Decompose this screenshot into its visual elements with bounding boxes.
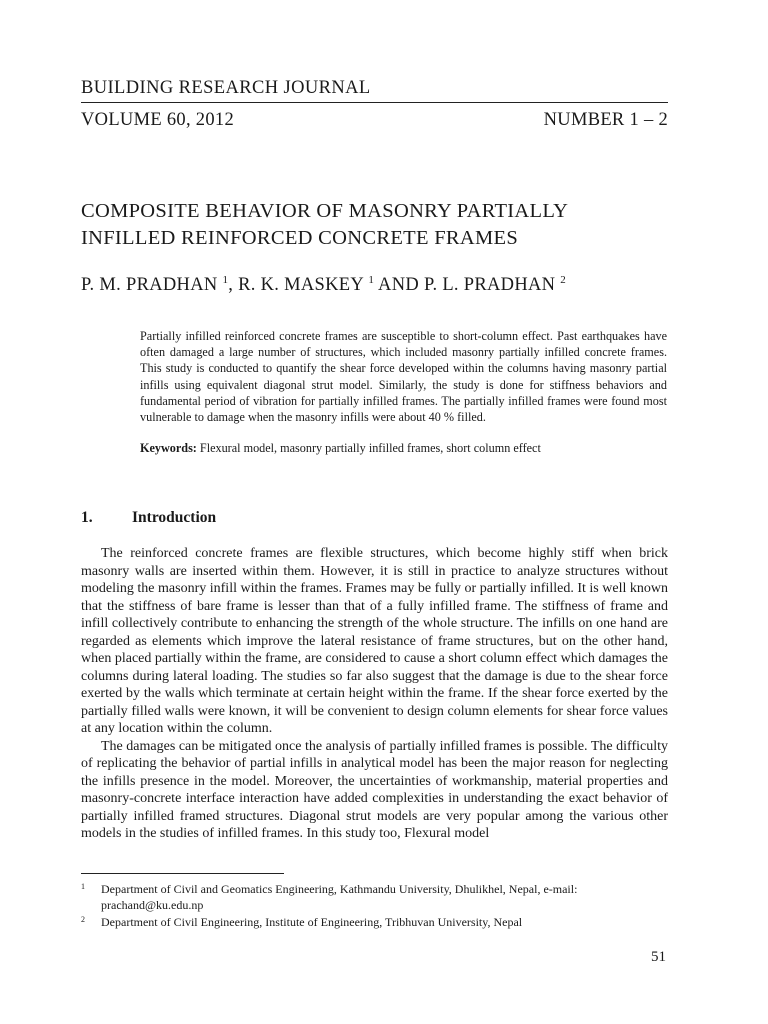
footnote-rule bbox=[81, 873, 284, 874]
keywords-label: Keywords: bbox=[140, 441, 197, 455]
title-line-2: INFILLED REINFORCED CONCRETE FRAMES bbox=[81, 227, 519, 249]
keywords-list: Flexural model, masonry partially infilled frames, short column effect bbox=[196, 441, 541, 455]
author-separator-1: , bbox=[228, 275, 239, 295]
author-2-affiliation: 1 bbox=[368, 274, 375, 286]
paper-title bbox=[81, 198, 681, 252]
author-list bbox=[81, 274, 566, 296]
section-number: 1. bbox=[81, 509, 93, 526]
footnote-2-text: Department of Civil Engineering, Institute of Engineering, Tribhuvan University, Nepal bbox=[101, 915, 523, 929]
page-number: 51 bbox=[651, 949, 666, 965]
footnote-1 bbox=[81, 881, 668, 913]
author-1-affiliation: 1 bbox=[222, 274, 229, 286]
footnote-1-mark: 1 bbox=[81, 882, 85, 891]
keywords bbox=[140, 440, 667, 456]
footnote-2 bbox=[81, 914, 668, 930]
footnote-2-mark: 2 bbox=[81, 915, 85, 924]
author-1: P. M. PRADHAN bbox=[81, 275, 218, 295]
header-rule bbox=[81, 102, 668, 103]
volume-label: VOLUME 60, 2012 bbox=[81, 110, 235, 130]
body-paragraph-2: The damages can be mitigated once the analysis of partially infilled frames is possible. The difficulty of replicating the behavior of partial infills in analytical model has been the major reason for neglecting the infills presence in the model. Moreover, the uncertainties of workmanship, material properties and masonry-concrete interface interaction have added complexities in understanding the exact behavior of partially infilled framed structures. Diagonal strut models are very popular among the various other models in the studies of infilled frames. In this study too, Flexural model bbox=[81, 738, 668, 841]
section-title: Introduction bbox=[132, 509, 217, 526]
issue-number-label: NUMBER 1 – 2 bbox=[543, 110, 668, 130]
journal-name: BUILDING RESEARCH JOURNAL bbox=[81, 78, 371, 98]
author-separator-2: AND bbox=[374, 275, 424, 295]
author-2: R. K. MASKEY bbox=[238, 275, 364, 295]
abstract-text: Partially infilled reinforced concrete frames are susceptible to short-column effect. Past earthquakes have often damaged a large number of structures, which included masonry partially infilled concrete frames. This study is conducted to quantify the shear force developed within the columns having masonry partial infills using equivalent diagonal strut model. Similarly, the study is done for stiffness behaviors and fundamental period of vibration for partially infilled frames. The partially infilled frames were found most vulnerable to damage when the masonry infills were about 40 % filled. bbox=[140, 329, 667, 425]
author-3: P. L. PRADHAN bbox=[423, 275, 556, 295]
body-paragraph-1: The reinforced concrete frames are flexible structures, which become highly stiff when brick masonry walls are inserted within them. However, it is still in practice to analyze structures without modeling the masonry infill within the frames. Frames may be fully or partially infilled. It is well known that the stiffness of bare frame is lesser than that of a fully infilled frame. The stiffness of frame and infill collectively contribute to enhancing the strength of the whole structure. The infills on one hand are regarded as elements which improve the lateral resistance of frame structures, but on the other hand, when placed partially within the frame, are considered to cause a short column effect which damages the columns during lateral loading. The studies so far also suggest that the damage is due to the shear force exerted by the walls which terminate at certain height within the frame. If the shear force exerted by the partially filled walls were known, it will be convenient to design column elements for shear force values at any location within the column. bbox=[81, 546, 668, 736]
body-text bbox=[81, 545, 668, 843]
author-3-affiliation: 2 bbox=[560, 274, 567, 286]
title-line-1: COMPOSITE BEHAVIOR OF MASONRY PARTIALLY bbox=[81, 200, 569, 222]
footnote-1-text: Department of Civil and Geomatics Engineering, Kathmandu University, Dhulikhel, Nepal, e-mail: prachand@ku.edu.np bbox=[101, 882, 578, 912]
